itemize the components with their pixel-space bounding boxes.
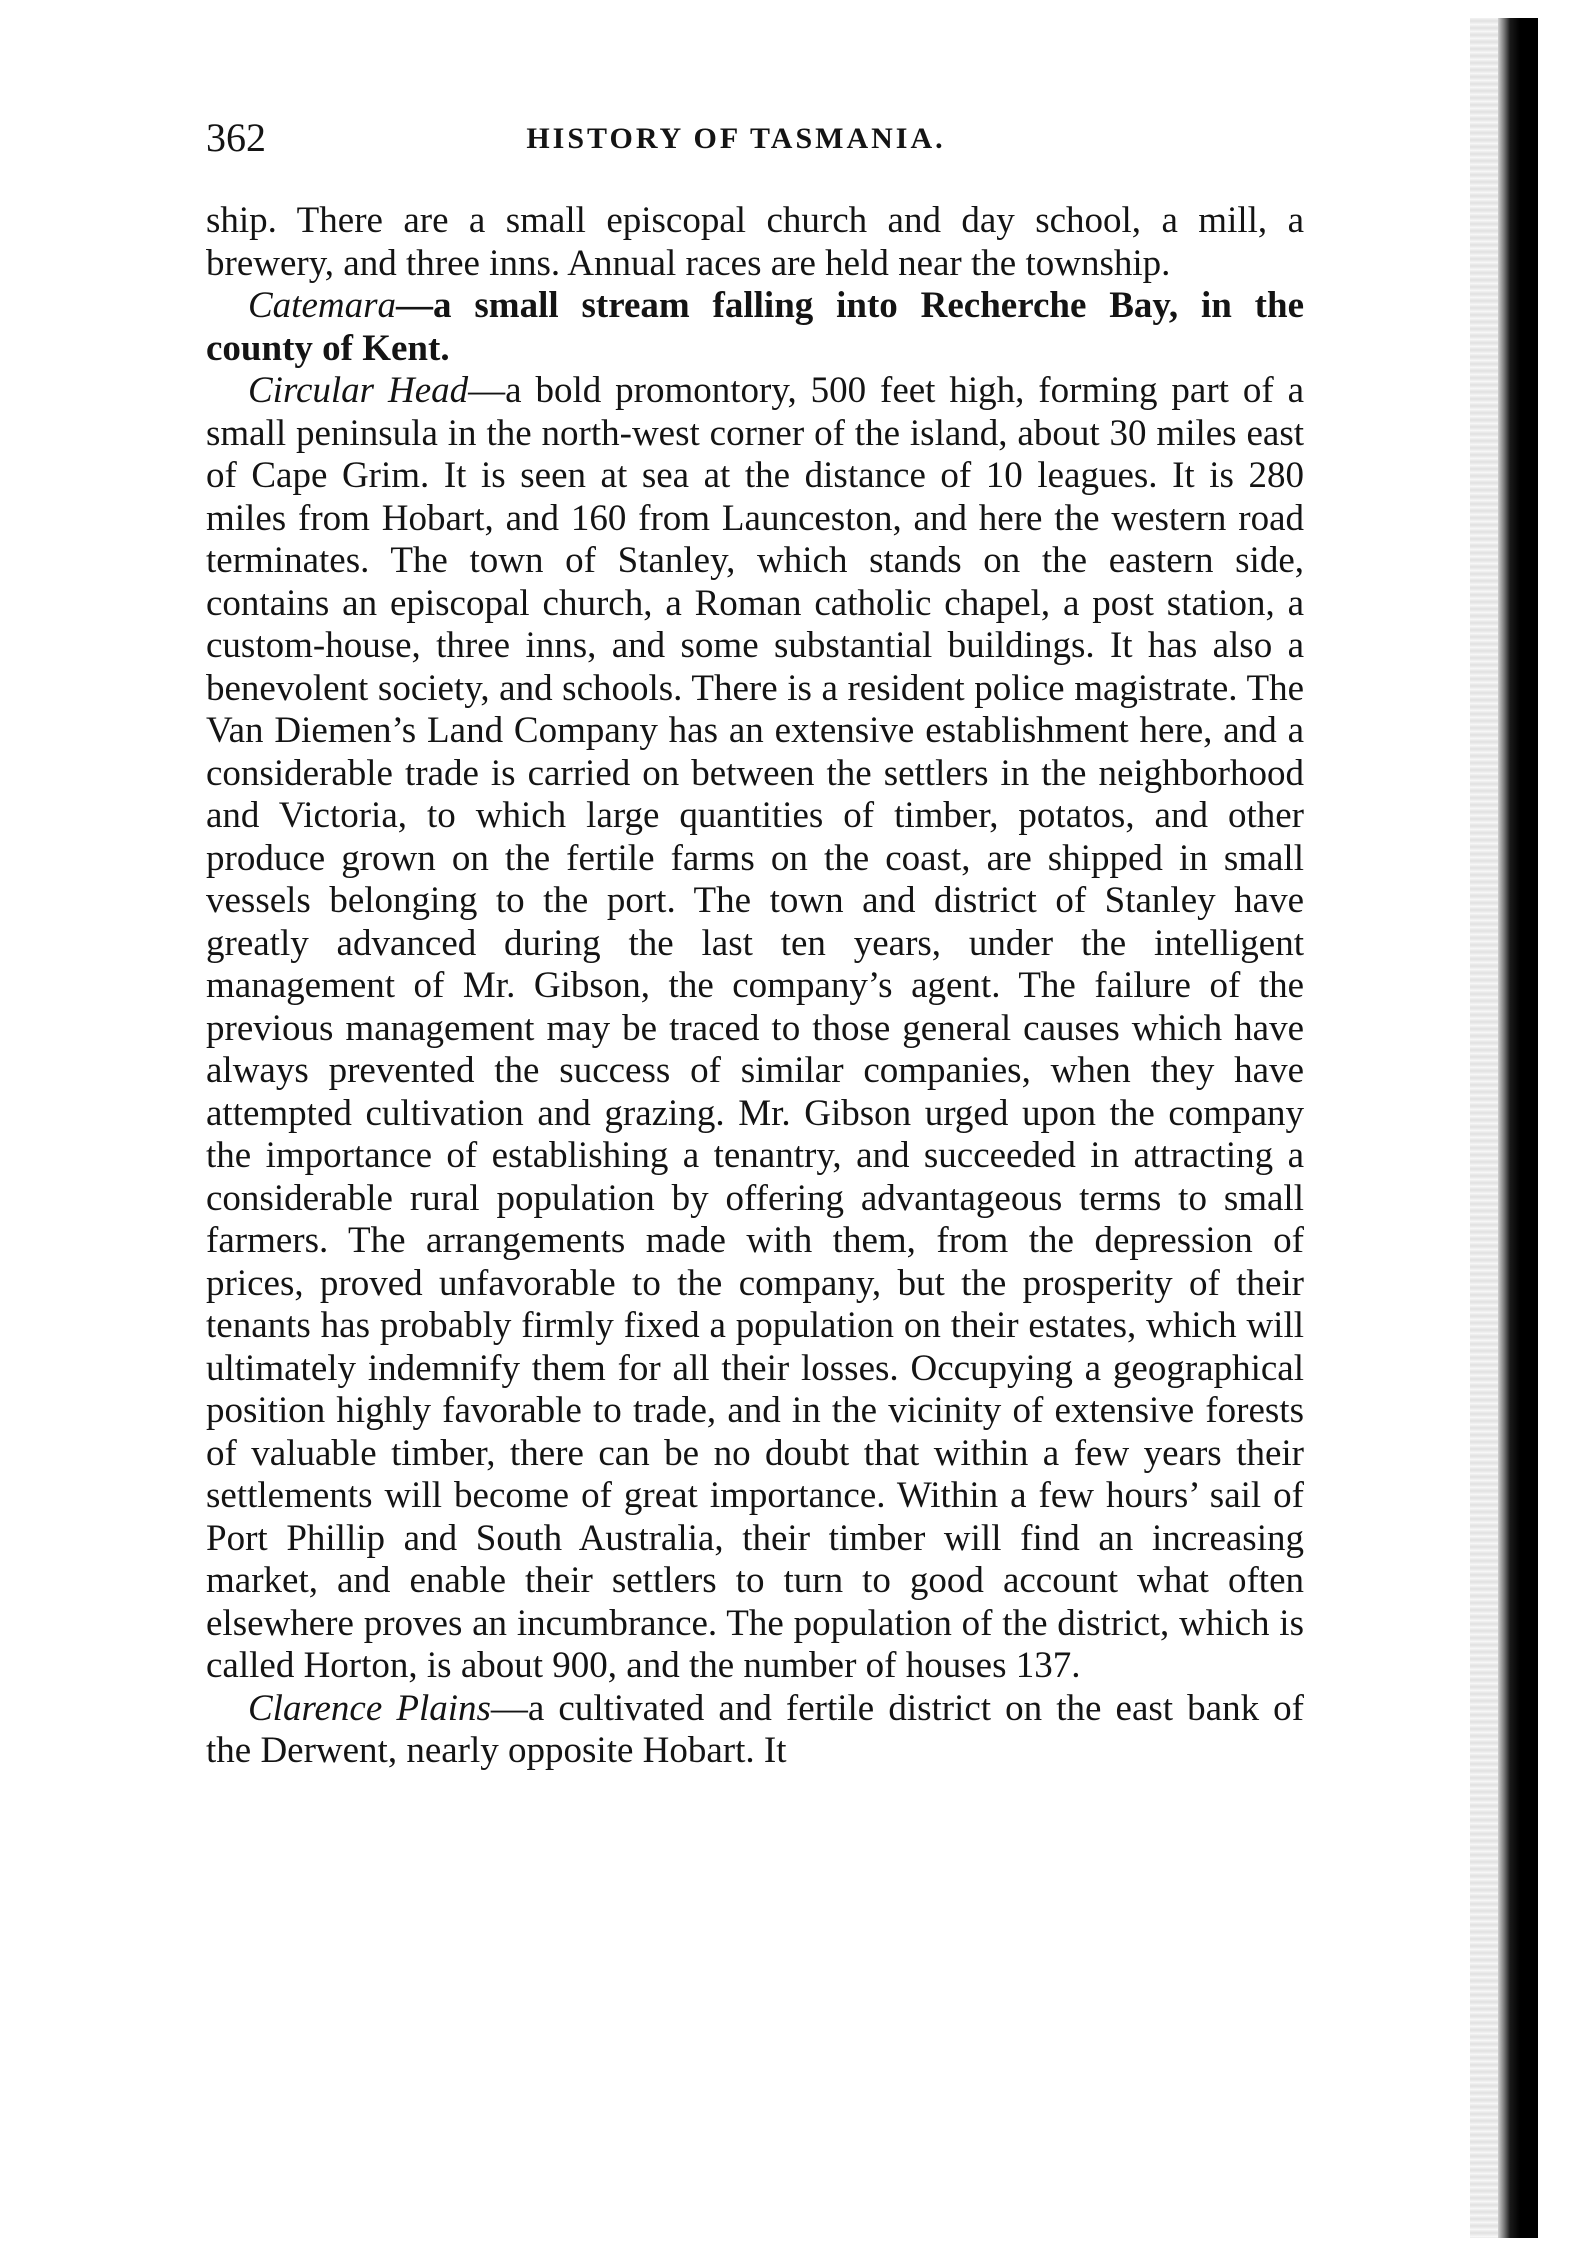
page-number: 362 [206,115,266,160]
entry-term: Circular Head [248,370,469,411]
entry-text: —a cultivated and fertile district on the east bank of the Derwent, nearly opposite Hobart. It [206,1687,1304,1771]
book-spine-edge [1498,18,1538,2238]
entry-catemara [206,285,1304,370]
entry-clarence-plains [206,1688,1304,1773]
paragraph-text: ship. There are a small episcopal church and day school, a mill, a brewery, and three inns. Annual races are held near the township. [206,200,1304,284]
entry-text: —a bold promontory, 500 feet high, forming part of a small peninsula in the north-west corner of the island, about 30 miles east of Cape Grim. It is seen at sea at the distance of 10 leagues. It is 280 miles from Hobart, and 160 from Launceston, and here the western road terminates. The town of Stanley, which stands on the eastern side, contains an episcopal church, a Roman catholic chapel, a post station, a custom-house, three inns, and some substantial buildings. It has also a benevolent society, and schools. There is a resident police magistrate. The Van Diemen’s Land Company has an extensive establishment here, and a considerable trade is carried on between the settlers in the neighborhood and Victoria, to which large quantities of timber, potatos, and other produce grown on the fertile farms on the coast, are shipped in small vessels belonging to the port. The town and district of Stanley have greatly advanced during the last ten years, under the intelligent management of Mr. Gibson, the company’s agent. The failure of the previous management may be traced to those general causes which have always prevented the success of similar companies, when they have attempted cultivation and grazing. Mr. Gibson urged upon the company the importance of establishing a tenantry, and succeeded in attracting a considerable rural population by offering advantageous terms to small farmers. The arrangements made with them, from the depression of prices, proved unfavorable to the company, but the prosperity of their tenants has probably firmly fixed a population on their estates, which will ultimately indemnify them for all their losses. Occupying a geographical position highly favorable to trade, and in the vicinity of extensive forests of valuable timber, there can be no doubt that within a few years their settlements will become of great importance. Within a few hours’ sail of Port Phillip and South Australia, their timber will find an increasing market, and enable their settlers to turn to good account what often elsewhere proves an incumbrance. The population of the district, which is called Horton, is about 900, and the number of houses 137. [206,370,1304,1686]
body-text [206,200,1304,1773]
paragraph-continuation [206,200,1304,285]
entry-text: —a small stream falling into Recherche Bay, in the county of Kent. [206,285,1304,369]
entry-circular-head [206,370,1304,1688]
entry-term: Clarence Plains [248,1687,491,1729]
entry-term: Catemara [248,285,396,326]
page-header [206,108,1306,168]
page-edge-shading [1470,18,1500,2238]
running-head: HISTORY OF TASMANIA. [526,122,946,155]
